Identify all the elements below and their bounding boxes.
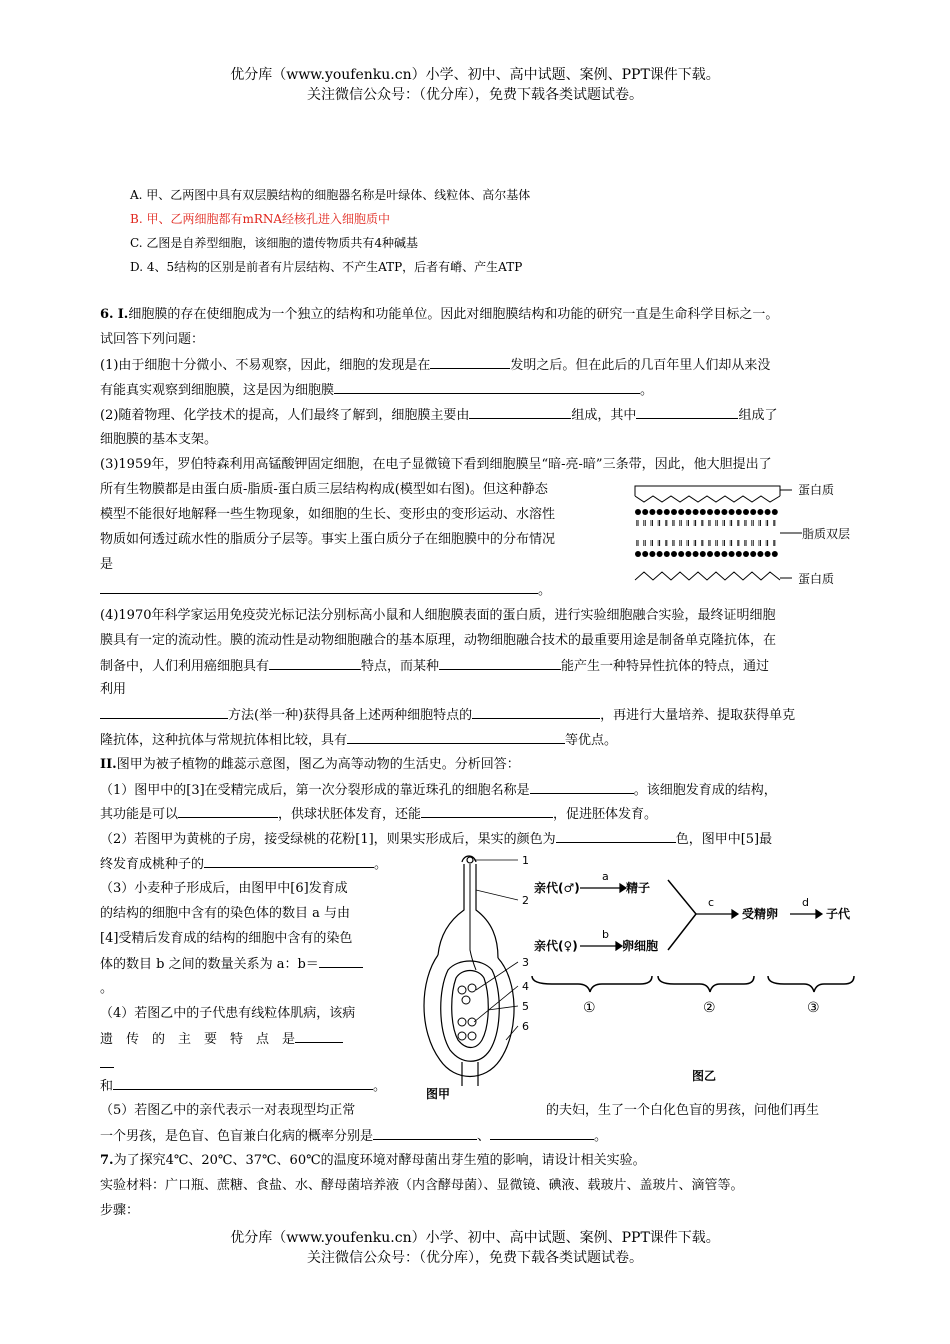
antipodal-cell: [458, 1032, 466, 1040]
text: ，供球状胚体发育，还能: [278, 807, 422, 822]
parent-male-label: 亲代(♂): [534, 881, 580, 895]
label-3: 3: [522, 956, 529, 969]
label-4: 4: [522, 980, 529, 993]
text: (2)随着物理、化学技术的提高，人们最终了解到，细胞膜主要由: [100, 408, 470, 423]
phospholipid-head: [765, 509, 771, 515]
phospholipid-head: [757, 509, 763, 515]
q6-p5-line-1b: 的夫妇，生了一个白化色盲的男孩，问他们再生: [546, 1103, 820, 1118]
lipid-bilayer: [635, 509, 778, 557]
stage-2: ②: [703, 1000, 716, 1016]
text: （2）若图甲为黄桃的子房，接受绿桃的花粉[1]，则果实形成后，果实的颜色为: [100, 832, 556, 847]
blank[interactable]: [319, 955, 363, 968]
phospholipid-head: [743, 551, 749, 557]
text: 组成了: [738, 408, 778, 423]
phospholipid-head: [678, 551, 684, 557]
phospholipid-head: [642, 509, 648, 515]
egg-apparatus-cell: [458, 986, 466, 994]
q6-p5-line-1: [100, 1102, 355, 1119]
phospholipid-head: [765, 551, 771, 557]
phospholipid-head: [707, 551, 713, 557]
phospholipid-head: [736, 551, 742, 557]
text: 体的数目 b 之间的数量关系为 a：b＝: [100, 957, 319, 972]
protein-layer-bottom: [635, 572, 780, 580]
phospholipid-head: [657, 551, 663, 557]
stage-3: ③: [807, 1000, 820, 1016]
text: 终发育成桃种子的: [100, 857, 205, 872]
phospholipid-head: [757, 551, 763, 557]
q6-p4-line-3: [100, 1077, 386, 1095]
label-1: 1: [522, 854, 529, 867]
blank[interactable]: [469, 406, 571, 419]
blank[interactable]: [334, 381, 640, 394]
text: 一个男孩，是色盲、色盲兼白化病的概率分别是: [100, 1129, 374, 1144]
phospholipid-head: [714, 551, 720, 557]
arrow-label-a: a: [602, 870, 609, 883]
q6-s4-line-4: 利用: [100, 682, 127, 697]
figure-yi-caption: 图乙: [692, 1069, 717, 1083]
blank[interactable]: [556, 830, 676, 843]
text: 方法(举一种)获得具备上述两种细胞特点的: [228, 708, 473, 723]
stage-1: ①: [583, 1000, 596, 1016]
text: 等优点。: [565, 733, 618, 748]
q6-s4-line-6: [100, 731, 617, 749]
blank[interactable]: [490, 1127, 594, 1140]
blank[interactable]: [421, 805, 553, 818]
q6-s3-line-5: 是: [100, 557, 114, 572]
zygote-label: 受精卵: [742, 907, 779, 921]
label-lipid-bilayer: 脂质双层: [802, 527, 851, 541]
q6-p4-line-2: [100, 1030, 343, 1048]
phospholipid-head: [649, 551, 655, 557]
text: 。: [594, 1129, 608, 1144]
part-number: II.: [100, 757, 117, 772]
blank[interactable]: [347, 731, 565, 744]
phospholipid-head: [664, 509, 670, 515]
text: 能产生一种特异性抗体的特点，通过: [561, 659, 770, 674]
leader-line: [474, 986, 518, 1022]
antipodal-cell: [468, 1032, 476, 1040]
blank[interactable]: [204, 855, 374, 868]
phospholipid-head: [635, 509, 641, 515]
text: （5）若图乙中的亲代表示一对表现型均正常: [100, 1103, 356, 1118]
protein-layer-top: [635, 486, 780, 502]
phospholipid-head: [729, 551, 735, 557]
q6-s3-line-3: 模型不能很好地解释一些生物现象，如细胞的生长、变形虫的变形运动、水溶性: [100, 507, 556, 522]
phospholipid-head: [693, 551, 699, 557]
egg-label: 卵细胞: [622, 939, 659, 953]
phospholipid-head: [714, 509, 720, 515]
label-6: 6: [522, 1020, 529, 1033]
phospholipid-head: [721, 509, 727, 515]
text: 组成，其中: [571, 408, 637, 423]
text: 其功能是可以: [100, 807, 179, 822]
q6-s2-line-2: 细胞膜的基本支架。: [100, 432, 218, 447]
merge-bracket: [668, 880, 696, 950]
label-2: 2: [522, 894, 529, 907]
sperm-label: 精子: [626, 881, 651, 895]
phospholipid-head: [685, 509, 691, 515]
q6-s3-line-6: [100, 581, 551, 599]
ovule: [441, 961, 500, 1061]
q6-intro-line-2: 试回答下列问题：: [100, 332, 205, 347]
phospholipid-head: [649, 509, 655, 515]
header-line-2: 关注微信公众号：（优分库），免费下载各类试题试卷。: [307, 87, 643, 103]
phospholipid-head: [685, 551, 691, 557]
blank[interactable]: [178, 805, 278, 818]
q6-s3-line-2: 所有生物膜都是由蛋白质-脂质-蛋白质三层结构构成(模型如右图)。但这种静态: [100, 482, 548, 497]
phospholipid-head: [642, 551, 648, 557]
option-a: A. 甲、乙两图中具有双层膜结构的细胞器名称是叶绿体、线粒体、高尔基体: [130, 188, 531, 202]
leader-line: [476, 890, 518, 900]
q6-part2-intro: [100, 756, 520, 773]
phospholipid-head: [707, 509, 713, 515]
part-number: I.: [117, 307, 129, 322]
brace-2: [658, 976, 754, 992]
phospholipid-head: [671, 551, 677, 557]
phospholipid-head: [693, 509, 699, 515]
arrowhead: [816, 910, 822, 918]
blank[interactable]: [100, 581, 538, 594]
arrow-label-b: b: [602, 928, 609, 941]
style-right: [476, 864, 498, 958]
membrane-model-figure: [630, 478, 860, 593]
q6-p1-line-2: [100, 805, 657, 823]
blank-continuation: [100, 1067, 114, 1068]
blank[interactable]: [430, 356, 510, 369]
q6-p2-line-2: [100, 855, 387, 873]
offspring-label: 子代: [826, 907, 851, 921]
parent-female-label: 亲代(♀): [534, 939, 578, 953]
polar-nucleus: [468, 1018, 476, 1026]
label-protein-top: 蛋白质: [798, 483, 835, 497]
blank[interactable]: [472, 706, 600, 719]
q7-line-2: 实验材料：广口瓶、蔗糖、食盐、水、酵母菌培养液（内含酵母菌）、显微镜、碘液、载玻片、盖玻片、滴管等。: [100, 1178, 744, 1193]
phospholipid-head: [671, 509, 677, 515]
arrow-label-c: c: [708, 896, 715, 909]
text: (1)由于细胞十分微小、不易观察，因此，细胞的发现是在: [100, 358, 431, 373]
phospholipid-head: [657, 509, 663, 515]
text: 隆抗体，这种抗体与常规抗体相比较，具有: [100, 733, 348, 748]
text: 图甲为被子植物的雌蕊示意图，图乙为高等动物的生活史。分析回答：: [116, 757, 520, 772]
option-b: B. 甲、乙两细胞都有mRNA经核孔进入细胞质中: [130, 212, 391, 226]
text: ，促进胚体发育。: [553, 807, 658, 822]
embryo-sac: [452, 971, 489, 1048]
brace-3: [768, 976, 854, 992]
phospholipid-head: [664, 551, 670, 557]
question-number: 6.: [100, 307, 114, 322]
blank[interactable]: [295, 1030, 343, 1043]
text: 。: [374, 857, 388, 872]
phospholipid-head: [736, 509, 742, 515]
q6-s3-line-4: 物质如何透过疏水性的脂质分子层等。事实上蛋白质分子在细胞膜中的分布情况: [100, 532, 556, 547]
question-number: 7.: [100, 1153, 114, 1168]
q6-p4-line-1: （4）若图乙中的子代患有线粒体肌病，该病: [100, 1006, 356, 1021]
text: 。: [538, 583, 552, 598]
text: 有能真实观察到细胞膜，这是因为细胞膜: [100, 383, 335, 398]
text: 制备中，人们利用癌细胞具有: [100, 659, 270, 674]
blank[interactable]: [113, 1077, 373, 1090]
arrowhead: [732, 910, 738, 918]
text: 、: [477, 1129, 491, 1144]
text: 。: [373, 1079, 387, 1094]
label-5: 5: [522, 1000, 529, 1013]
q6-s1-line-1: [100, 356, 770, 374]
ovule-stalk: [462, 1062, 478, 1086]
phospholipid-head: [750, 509, 756, 515]
phospholipid-head: [743, 509, 749, 515]
q6-intro-text: 细胞膜的存在使细胞成为一个独立的结构和功能单位。因此对细胞膜结构和功能的研究一直是生命科学目标之一。: [128, 307, 779, 322]
q6-s3-line-1: (3)1959年，罗伯特森利用高锰酸钾固定细胞，在电子显微镜下看到细胞膜呈“暗-亮-暗”三条带，因此，他大胆提出了: [100, 457, 772, 472]
q6-p3-line-2: 的结构的细胞中含有的染色体的数目 a 与由: [100, 906, 351, 921]
polar-nucleus: [458, 1018, 466, 1026]
text: （1）图甲中的[3]在受精完成后，第一次分裂形成的靠近珠孔的细胞名称是: [100, 783, 530, 798]
figure-yi-life-history: [528, 858, 858, 1088]
text: 特点，而某种: [361, 659, 440, 674]
q6-s1-line-2: [100, 381, 653, 399]
text: 。: [640, 383, 654, 398]
q6-intro-line-1: [100, 306, 778, 323]
q6-p3-line-5: 。: [100, 981, 114, 996]
q6-p2-line-1: [100, 830, 772, 848]
pollen-tube: [470, 864, 476, 970]
arrow-label-d: d: [802, 896, 809, 909]
pollen-grain: [467, 857, 473, 863]
egg-apparatus-cell: [462, 996, 470, 1004]
phospholipid-head: [750, 551, 756, 557]
blank[interactable]: [100, 706, 228, 719]
phospholipid-head: [700, 551, 706, 557]
header-line-1: 优分库（www.youfenku.cn）小学、初中、高中试题、案例、PPT课件下载。: [230, 67, 720, 83]
figure-jia-caption: 图甲: [426, 1087, 451, 1100]
text: 和: [100, 1079, 114, 1094]
q7-line-3: 步骤：: [100, 1203, 140, 1218]
blank[interactable]: [269, 657, 361, 670]
blank[interactable]: [530, 781, 634, 794]
blank[interactable]: [373, 1127, 477, 1140]
q6-s2-line-1: [100, 406, 777, 424]
q6-p5-line-2: [100, 1127, 607, 1145]
egg-apparatus-cell: [468, 984, 476, 992]
text: ，再进行大量培养、提取获得单克: [600, 708, 796, 723]
footer-line-2: 关注微信公众号：（优分库），免费下载各类试题试卷。: [307, 1250, 643, 1266]
brace-1: [532, 976, 652, 992]
q6-s4-line-3: [100, 657, 769, 675]
label-protein-bottom: 蛋白质: [798, 572, 835, 586]
q6-p3-line-4: [100, 955, 363, 973]
phospholipid-head: [635, 551, 641, 557]
blank[interactable]: [636, 406, 738, 419]
q7-line-1: [100, 1152, 646, 1169]
phospholipid-head: [721, 551, 727, 557]
text: 发明之后。但在此后的几百年里人们却从来没: [510, 358, 771, 373]
text: 色，图甲中[5]最: [675, 832, 773, 847]
text: 。该细胞发育成的结构，: [633, 783, 777, 798]
phospholipid-head: [772, 551, 778, 557]
footer-line-1: 优分库（www.youfenku.cn）小学、初中、高中试题、案例、PPT课件下载。: [230, 1230, 720, 1246]
text: 遗 传 的 主 要 特 点 是: [100, 1032, 296, 1047]
style-left: [438, 864, 464, 955]
q6-p1-line-1: [100, 781, 777, 799]
phospholipid-head: [678, 509, 684, 515]
option-c: C. 乙图是自养型细胞，该细胞的遗传物质共有4种碱基: [130, 236, 419, 250]
q6-s4-line-2: 膜具有一定的流动性。膜的流动性是动物细胞融合的基本原理，动物细胞融合技术的最重要用途是制备单克隆抗体，在: [100, 633, 777, 648]
text: 为了探究4℃、20℃、37℃、60℃的温度环境对酵母菌出芽生殖的影响，请设计相关实验。: [113, 1153, 646, 1168]
q6-s4-line-5: [100, 706, 795, 724]
blank[interactable]: [439, 657, 561, 670]
q6-p3-line-3: [4]受精后发育成的结构的细胞中含有的染色: [100, 931, 353, 946]
q6-s4-line-1: (4)1970年科学家运用免疫荧光标记法分别标高小鼠和人细胞膜表面的蛋白质，进行实验细胞融合实验，最终证明细胞: [100, 608, 776, 623]
phospholipid-head: [729, 509, 735, 515]
option-d: D. 4、5结构的区别是前者有片层结构、不产生ATP，后者有嵴、产生ATP: [130, 260, 523, 274]
phospholipid-head: [700, 509, 706, 515]
q6-p3-line-1: （3）小麦种子形成后，由图甲中[6]发育成: [100, 881, 348, 896]
phospholipid-head: [772, 509, 778, 515]
